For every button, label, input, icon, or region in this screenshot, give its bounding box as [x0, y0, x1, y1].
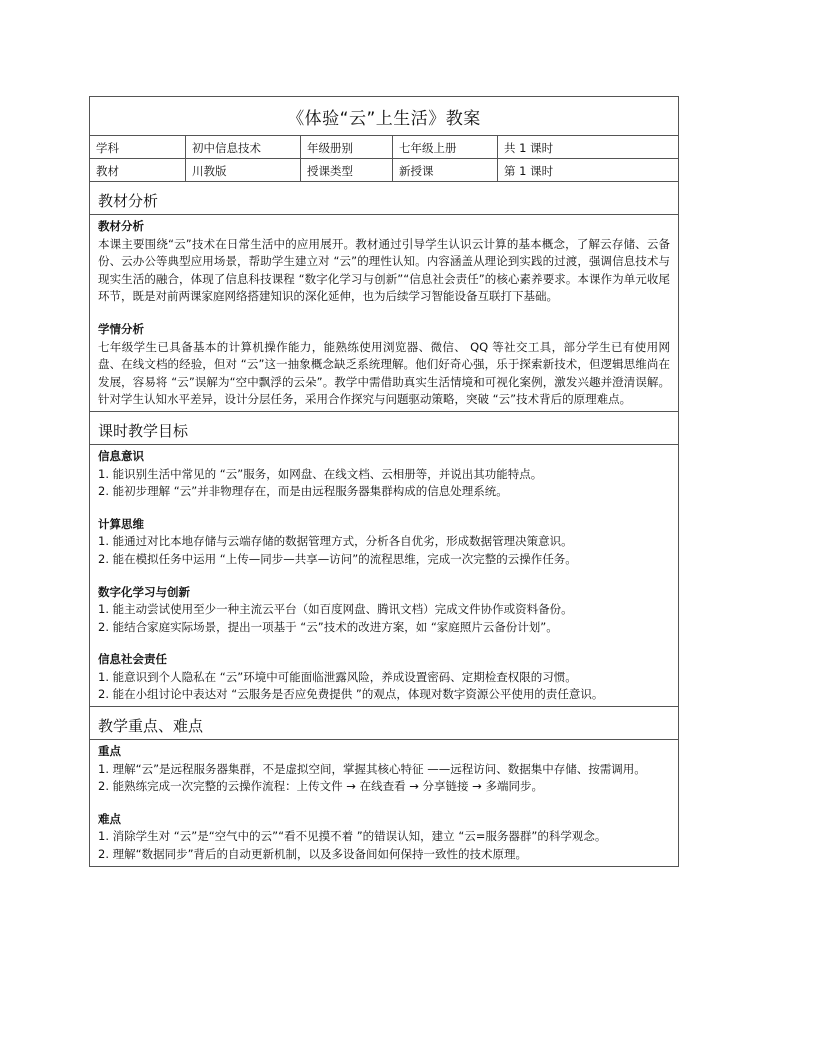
current-hour: 第 1 课时 [504, 164, 554, 178]
learner-analysis-title: 学情分析 [98, 321, 144, 336]
keypoints-body [90, 740, 678, 866]
textbook-label: 教材 [90, 159, 186, 181]
difficulty-item: 1. 消除学生对 “云”是“空气中的云”“看不见摸不着 ”的错误认知，建立 “云=服务器群”的科学观念。 [98, 829, 607, 844]
goal-item: 2. 能结合家庭实际场景，提出一项基于 “云”技术的改进方案，如 “家庭照片云备份计划”。 [98, 619, 558, 634]
document-title: 《体验“云”上生活》教案 [90, 97, 678, 136]
keypoints-heading: 教学重点、难点 [90, 707, 678, 740]
subject-label: 学科 [90, 136, 186, 158]
goal-item: 2. 能在模拟任务中运用 “上传—同步—共享—访问”的流程思维，完成一次完整的云操作任务。 [98, 551, 577, 566]
analysis-section [90, 182, 678, 412]
subject-value: 初中信息技术 [186, 136, 301, 158]
goal-item: 1. 能识别生活中常见的 “云”服务，如网盘、在线文档、云相册等，并说出其功能特点。 [98, 466, 543, 481]
key-points-title: 重点 [98, 744, 121, 759]
analysis-body [90, 215, 678, 411]
keypoints-section [90, 707, 678, 866]
lesson-type-label: 授课类型 [301, 159, 393, 181]
goal-group-title: 信息意识 [98, 448, 144, 463]
goal-item: 2. 能在小组讨论中表达对 “云服务是否应免费提供 ”的观点，体现对数字资源公平使用的责任意识。 [98, 687, 604, 702]
learner-analysis-text: 七年级学生已具备基本的计算机操作能力，能熟练使用浏览器、微信、 QQ 等社交工具，部分学生已有使用网盘、在线文档的经验，但对 “云”这一抽象概念缺乏系统理解。他们好奇心强，乐于探索新技术，但逻辑思维尚在发展，容易将 “云”误解为“空中飘浮的云朵”。教学中需借助真实生活情境和可视化案例，激发兴趣并澄清误解。针对学生认知水平差异，设计分层任务，采用合作探究与问题驱动策略，突破 “云”技术背后的原理难点。 [98, 339, 670, 407]
goal-group-title: 数字化学习与创新 [98, 584, 190, 599]
lesson-type-value: 新授课 [393, 159, 498, 181]
info-row-1 [90, 136, 678, 159]
goal-group-title: 计算思维 [98, 516, 144, 531]
goal-item: 2. 能初步理解 “云”并非物理存在，而是由远程服务器集群构成的信息处理系统。 [98, 484, 508, 499]
material-analysis-title: 教材分析 [98, 219, 144, 233]
total-hours: 共 1 课时 [504, 141, 554, 155]
key-point-item: 2. 能熟练完成一次完整的云操作流程：上传文件 → 在线查看 → 分享链接 → 多端同步。 [98, 779, 543, 794]
difficulties-title: 难点 [98, 811, 121, 826]
goals-heading: 课时教学目标 [90, 412, 678, 445]
key-point-item: 1. 理解“云”是远程服务器集群，不是虚拟空间，掌握其核心特征 ——远程访问、数据集中存储、按需调用。 [98, 761, 646, 776]
analysis-heading: 教材分析 [90, 182, 678, 215]
goal-item: 1. 能主动尝试使用至少一种主流云平台（如百度网盘、腾讯文档）完成文件协作或资料备份。 [98, 602, 573, 617]
grade-value: 七年级上册 [393, 136, 498, 158]
info-row-2 [90, 159, 678, 182]
goals-body [90, 445, 678, 706]
goal-item: 1. 能通过对比本地存储与云端存储的数据管理方式，分析各自优劣，形成数据管理决策意识。 [98, 534, 573, 549]
goal-group-title: 信息社会责任 [98, 652, 167, 667]
material-analysis-text: 本课主要围绕“云”技术在日常生活中的应用展开。教材通过引导学生认识云计算的基本概念，了解云存储、云备份、云办公等典型应用场景，帮助学生建立对 “云”的理性认知。内容涵盖从理论到实践的过渡，强调信息技术与现实生活的融合，体现了信息科技课程 “数字化学习与创新”“信息社会责任”的核心素养要求。本课作为单元收尾环节，既是对前两课家庭网络搭建知识的深化延伸，也为后续学习智能设备互联打下基础。 [98, 236, 670, 304]
grade-label: 年级册别 [301, 136, 393, 158]
lesson-plan-table [89, 96, 679, 867]
difficulty-item: 2. 理解“数据同步”背后的自动更新机制，以及多设备间如何保持一致性的技术原理。 [98, 847, 528, 862]
textbook-value: 川教版 [186, 159, 301, 181]
goal-item: 1. 能意识到个人隐私在 “云”环境中可能面临泄露风险，养成设置密码、定期检查权限的习惯。 [98, 669, 577, 684]
goals-section [90, 412, 678, 707]
